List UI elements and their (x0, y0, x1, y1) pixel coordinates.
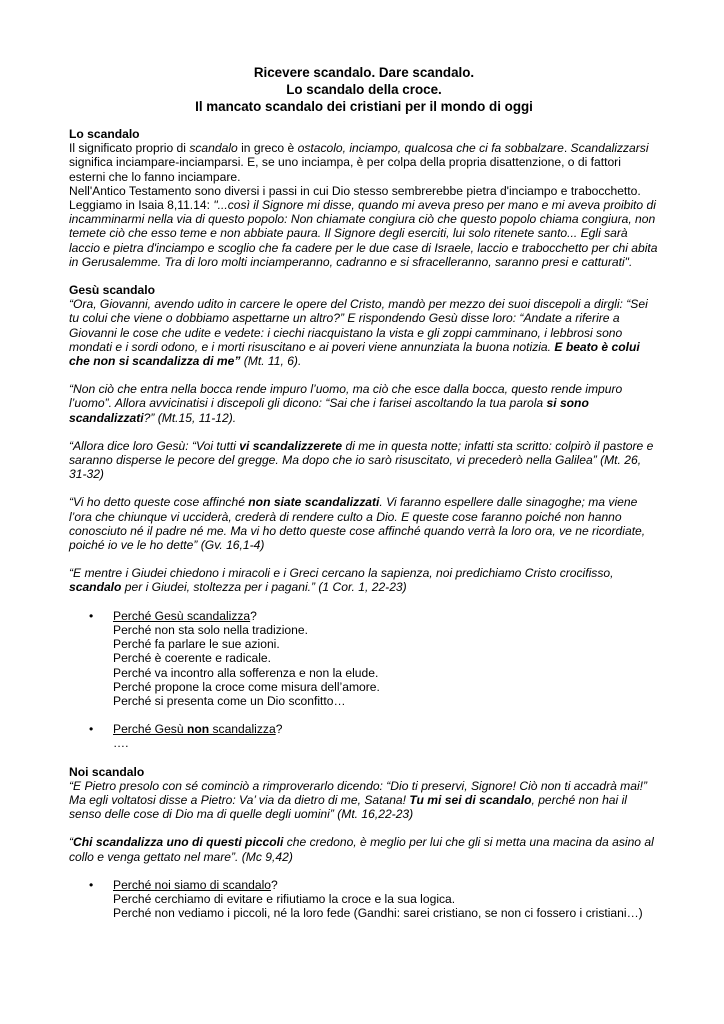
document-page (69, 64, 659, 920)
title-line-2: Lo scandalo della croce. (286, 82, 442, 97)
paragraph-significato: Il significato proprio di scandalo in greco è ostacolo, inciampo, qualcosa che ci fa sobbalzare. Scandalizzarsi significa inciampare-inciamparsi. E, se uno inciampa, è per colpa della propria disattenzione, o di fattori esterni che lo fanno inciampare. (69, 141, 649, 184)
list-item: • Perché Gesù scandalizza? Perché non sta solo nella tradizione. Perché fa parlare le sue azioni. Perché è coerente e radicale. Perché va incontro alla sofferenza e non la elude. Perché propone la croce come misura dell’amore. Perché si presenta come un Dio sconfitto… (69, 609, 659, 708)
list-item: • Perché Gesù non scandalizza? …. (69, 722, 659, 750)
bullet-icon: • (89, 608, 94, 623)
bullet-list-noi (69, 878, 659, 921)
bullet-label: Perché Gesù scandalizza (113, 608, 251, 623)
subline: Perché non sta solo nella tradizione. (113, 622, 308, 637)
document-title (69, 64, 659, 115)
list-item: • Perché noi siamo di scandalo? Perché cerchiamo di evitare e rifiutiamo la croce e la sua logica. Perché non vediamo i piccoli, né la loro fede (Gandhi: sarei cristiano, se non ci fossero i cristiani…) (69, 878, 659, 921)
bullet-icon: • (89, 877, 94, 892)
subline: Perché cerchiamo di evitare e rifiutiamo la croce e la sua logica. (113, 891, 456, 906)
subline: Perché è coerente e radicale. (113, 651, 271, 666)
bullet-list-gesu (69, 609, 659, 751)
bullet-sublines (113, 623, 659, 708)
quote-gv-16: “Vi ho detto queste cose affinché non siate scandalizzati. Vi faranno espellere dalle sinagoghe; ma viene l’ora che chiunque vi ucciderà, crederà di rendere culto a Dio. E queste cose faranno poiché non hanno conosciuto né il padre né me. Ma vi ho detto queste cose affinché quando verrà la loro ora, ve ne ricordiate, poiché io ve le ho dette” (Gv. 16,1-4) (69, 495, 646, 553)
subline: Perché non vediamo i piccoli, né la loro fede (Gandhi: sarei cristiano, se non ci fossero i cristiani…) (113, 906, 643, 921)
bullet-label: Perché Gesù non scandalizza (113, 722, 276, 737)
subline: Perché propone la croce come misura dell’amore. (113, 679, 380, 694)
quote-mt-15: “Non ciò che entra nella bocca rende impuro l’uomo, ma ciò che esce dalla bocca, questo rende impuro l’uomo”. Allora avvicinatisi i discepoli gli dicono: “Sai che i farisei ascoltando la tua parola si sono scandalizzati?” (Mt.15, 11-12). (69, 382, 623, 425)
bullet-sublines (113, 892, 659, 920)
bullet-icon: • (89, 722, 94, 737)
title-line-1: Ricevere scandalo. Dare scandalo. (253, 65, 475, 80)
quote-mt-26: “Allora dice loro Gesù: “Voi tutti vi scandalizzerete di me in questa notte; infatti sta scritto: colpirò il pastore e saranno disperse le pecore del gregge. Ma dopo che io sarò risuscitato, vi precederò nella Galilea” (Mt. 26, 31-32) (69, 438, 654, 482)
title-line-3: Il mancato scandalo dei cristiani per il mondo di oggi (195, 99, 533, 114)
paragraph-antico-testamento: Nell'Antico Testamento sono diversi i passi in cui Dio stesso sembrerebbe pietra d'inciampo e trabocchetto. Leggiamo in Isaia 8,11.14: "...così il Signore mi disse, quando mi aveva preso per mano e mi aveva proibito di incamminarmi nella via di questo popolo: Non chiamate congiura ciò che questo popolo chiama congiura, non temete ciò che esso teme e non abbiate paura. Il Signore degli eserciti, lui solo ritenete santo... Egli sarà laccio e pietra d'inciampo e scoglio che fa cadere per le due case di Israele, laccio e trabocchetto per chi abita in Gerusalemme. Tra di loro molti inciamperanno, cadranno e si sfracelleranno, saranno presi e catturati". (69, 183, 658, 269)
quote-mc-9: “Chi scandalizza uno di questi piccoli che credono, è meglio per lui che gli si metta una macina da asino al collo e venga gettato nel mare”. (Mc 9,42) (69, 835, 654, 864)
subline: Perché fa parlare le sue azioni. (113, 637, 280, 652)
quote-mt-16: “E Pietro presolo con sé cominciò a rimproverarlo dicendo: “Dio ti preservi, Signore! Ciò non ti accadrà mai!” Ma egli voltatosi disse a Pietro: Va’ via da dietro di me, Satana! Tu mi sei di scandalo, perché non hai il senso delle cose di Dio ma di quelle degli uomini” (Mt. 16,22-23) (69, 778, 648, 822)
quote-1cor-1: “E mentre i Giudei chiedono i miracoli e i Greci cercano la sapienza, noi predichiamo Cristo crocifisso, scandalo per i Giudei, stoltezza per i pagani.” (1 Cor. 1, 22-23) (69, 566, 614, 595)
section-heading-gesu-scandalo: Gesù scandalo (69, 283, 156, 298)
section-heading-noi-scandalo: Noi scandalo (69, 764, 145, 779)
subline: Perché va incontro alla sofferenza e non la elude. (113, 665, 379, 680)
quote-mt-11: “Ora, Giovanni, avendo udito in carcere le opere del Cristo, mandò per mezzo dei suoi discepoli a dirgli: “Sei tu colui che viene o dobbiamo aspettarne un altro?” E rispondendo Gesù disse loro: “Andate a riferire a Giovanni le cose che udite e vedete: i ciechi riacquistano la vista e gli zoppi camminano, i lebbrosi sono mondati e i sordi odono, e i morti risuscitano e ai poveri viene annunziata la buona notizia. E beato è colui che non si scandalizza di me” (Mt. 11, 6). (69, 297, 648, 369)
bullet-label: Perché noi siamo di scandalo (113, 877, 271, 892)
subline: …. (113, 736, 129, 751)
section-heading-lo-scandalo: Lo scandalo (69, 127, 140, 141)
subline: Perché si presenta come un Dio sconfitto… (113, 693, 346, 708)
